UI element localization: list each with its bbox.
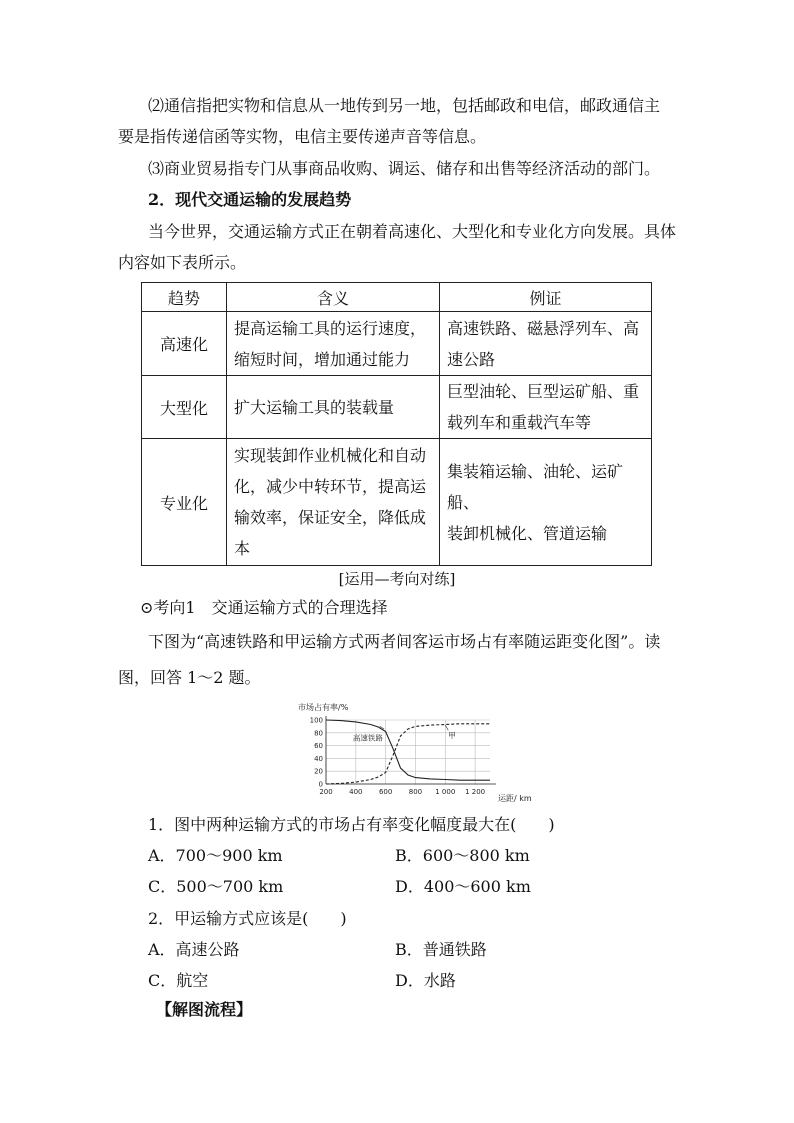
chart-jia-leader <box>445 725 448 730</box>
chart-y-tick-label: 0 <box>318 780 323 789</box>
table-cell-meaning: 扩大运输工具的装载量 <box>227 376 440 439</box>
chart-y-tick-label: 20 <box>314 767 323 776</box>
chart-x-tick-label: 600 <box>378 788 393 796</box>
table-cell-example: 高速铁路、磁悬浮列车、高 速公路 <box>440 312 652 376</box>
chart-x-tick-label: 200 <box>319 788 333 796</box>
market-share-chart <box>290 698 550 808</box>
table-cell-example: 集装箱运输、油轮、运矿船、 装卸机械化、管道运输 <box>440 439 652 566</box>
chart-ylabel: 市场占有率/% <box>298 703 349 712</box>
topic-heading: ⊙考向1 交通运输方式的合理选择 <box>140 598 388 617</box>
table-row <box>142 312 652 376</box>
paragraph-trade: ⑶商业贸易指专门从事商品收购、调运、储存和出售等经济活动的部门。 <box>148 159 661 178</box>
chart-y-tick-label: 40 <box>314 754 323 763</box>
table-row <box>142 439 652 566</box>
question-2-option-a: A．高速公路 <box>148 940 240 959</box>
table-header-example: 例证 <box>440 283 652 312</box>
question-2-option-c: C．航空 <box>148 971 209 990</box>
table-cell-trend: 专业化 <box>142 439 227 566</box>
footer-heading: 【解图流程】 <box>156 1000 253 1019</box>
table-header-meaning: 含义 <box>227 283 440 312</box>
chart-x-tick-label: 400 <box>349 788 363 796</box>
question-intro-line1: 下图为“高速铁路和甲运输方式两者间客运市场占有率随运距变化图”。读 <box>148 632 661 651</box>
question-1-option-d: D．400～600 km <box>395 877 531 896</box>
practice-caption: [运用—考向对练] <box>338 570 456 588</box>
paragraph-trend-line2: 内容如下表所示。 <box>118 253 247 272</box>
chart-x-tick-label: 1 200 <box>465 788 486 796</box>
table-cell-meaning: 提高运输工具的运行速度， 缩短时间，增加通过能力 <box>227 312 440 376</box>
paragraph-communication-line1: ⑵通信指把实物和信息从一地传到另一地，包括邮政和电信，邮政通信主 <box>148 96 661 115</box>
chart-series-label-hsr: 高速铁路 <box>352 733 383 743</box>
question-2-option-d: D．水路 <box>395 971 456 990</box>
paragraph-communication-line2: 要是指传递信函等实物，电信主要传递声音等信息。 <box>118 127 487 146</box>
table-header-row <box>142 283 652 312</box>
question-1-option-b: B．600～800 km <box>395 846 530 865</box>
question-1-option-c: C．500～700 km <box>148 877 284 896</box>
chart-xlabel: 运距/ km <box>498 794 532 803</box>
question-1-stem: 1．图中两种运输方式的市场占有率变化幅度最大在( ) <box>148 815 555 834</box>
chart-y-tick-label: 80 <box>314 729 323 738</box>
table-cell-example: 巨型油轮、巨型运矿船、重 载列车和重载汽车等 <box>440 376 652 439</box>
question-intro-line2: 图，回答 1～2 题。 <box>118 668 261 687</box>
table-cell-trend: 大型化 <box>142 376 227 439</box>
section-heading: 2．现代交通运输的发展趋势 <box>148 190 352 209</box>
question-2-option-b: B．普通铁路 <box>395 940 487 959</box>
table-row <box>142 376 652 439</box>
trend-table <box>141 282 652 566</box>
chart-series-label-jia: 甲 <box>448 730 456 740</box>
table-cell-meaning: 实现装卸作业机械化和自动 化，减少中转环节，提高运 输效率，保证安全，降低成 本 <box>227 439 440 566</box>
chart-x-tick-label: 1 000 <box>435 788 456 796</box>
table-cell-trend: 高速化 <box>142 312 227 376</box>
question-2-stem: 2．甲运输方式应该是( ) <box>148 909 347 928</box>
table-header-trend: 趋势 <box>142 283 227 312</box>
chart-y-tick-label: 100 <box>309 716 323 725</box>
chart-y-tick-label: 60 <box>314 742 323 751</box>
paragraph-trend-line1: 当今世界，交通运输方式正在朝着高速化、大型化和专业化方向发展。具体 <box>148 222 677 241</box>
chart-x-tick-label: 800 <box>408 788 423 796</box>
question-1-option-a: A．700～900 km <box>148 846 283 865</box>
